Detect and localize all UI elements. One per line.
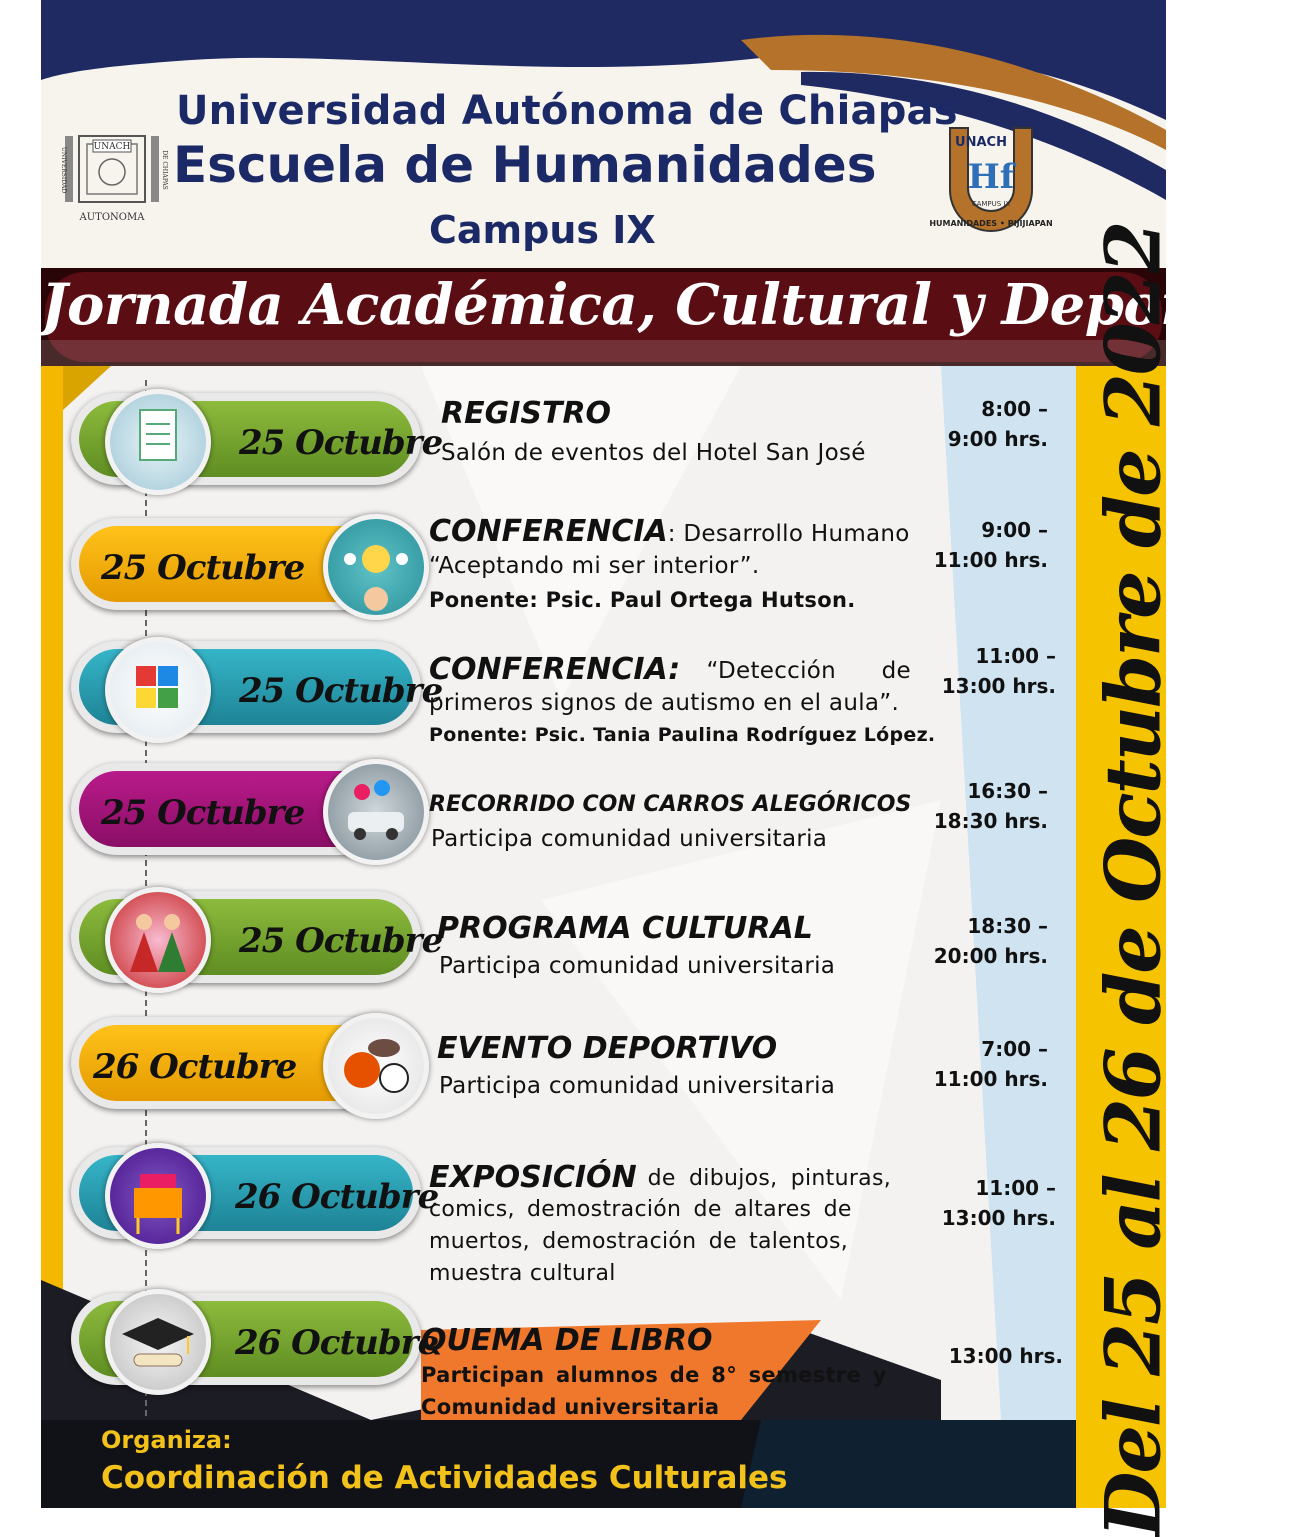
event-time bbox=[942, 641, 1056, 701]
school-title: Escuela de Humanidades bbox=[173, 136, 877, 194]
event-title-bold: CONFERENCIA: bbox=[429, 652, 681, 687]
date-label: 25 Octubre bbox=[101, 793, 305, 833]
altar-icon bbox=[105, 1143, 211, 1249]
parade-car-icon bbox=[323, 759, 429, 865]
crest-name: UNACH bbox=[93, 142, 131, 152]
event-line: muertos, demostración de talentos, bbox=[429, 1229, 849, 1254]
time-end: 9:00 hrs. bbox=[947, 427, 1048, 451]
event-time bbox=[948, 394, 1048, 454]
event-line: Comunidad universitaria bbox=[421, 1395, 720, 1419]
time-start: 9:00 – bbox=[981, 518, 1048, 542]
event-title-rest: de dibujos, pinturas, bbox=[647, 1166, 891, 1191]
event-time bbox=[934, 776, 1048, 836]
poster bbox=[41, 0, 1303, 1537]
event-date-range: Del 25 al 26 de Octubre de 2022 bbox=[1088, 222, 1178, 1537]
event-line: Salón de eventos del Hotel San José bbox=[441, 440, 866, 466]
date-pill bbox=[71, 1293, 439, 1385]
organizer-label: Organiza: bbox=[101, 1426, 232, 1454]
humanidades-campus-logo bbox=[929, 118, 1053, 230]
time-start: 8:00 – bbox=[981, 397, 1048, 421]
crest-bottom: AUTONOMA bbox=[79, 212, 145, 223]
time-end: 11:00 hrs. bbox=[933, 548, 1048, 572]
date-label: 25 Octubre bbox=[239, 423, 443, 463]
event-time bbox=[934, 515, 1048, 575]
event-title bbox=[429, 514, 910, 549]
event-title: REGISTRO bbox=[441, 396, 612, 431]
event-title-rest: “Detección de bbox=[706, 658, 911, 684]
event-time bbox=[934, 1034, 1048, 1094]
event-line: “Aceptando mi ser interior”. bbox=[429, 553, 760, 579]
event-title-rest: : Desarrollo Humano bbox=[667, 521, 910, 547]
logo-ring-text: HUMANIDADES • PIJIJIAPAN bbox=[929, 219, 1053, 228]
event-title-bold: CONFERENCIA bbox=[429, 514, 668, 549]
organizer-name: Coordinación de Actividades Culturales bbox=[101, 1460, 788, 1496]
event-title-bold: EXPOSICIÓN bbox=[429, 1160, 637, 1195]
time-end: 20:00 hrs. bbox=[933, 944, 1048, 968]
sports-balls-icon bbox=[323, 1013, 429, 1119]
event-speaker: Ponente: Psic. Paul Ortega Hutson. bbox=[429, 588, 856, 612]
event-title: PROGRAMA CULTURAL bbox=[437, 911, 813, 946]
logo-top-text: UNACH bbox=[955, 135, 1007, 150]
logo-sub-text: CAMPUS IX bbox=[971, 200, 1011, 208]
event-line: Participa comunidad universitaria bbox=[439, 1073, 836, 1099]
date-pill bbox=[71, 518, 421, 610]
human-development-icon bbox=[323, 514, 429, 620]
graduation-cap-icon bbox=[105, 1289, 211, 1395]
unach-crest-logo bbox=[57, 130, 167, 226]
event-line: primeros signos de autismo en el aula”. bbox=[429, 690, 900, 716]
crest-side-left: UNIVERSIDAD bbox=[60, 146, 67, 194]
date-pill bbox=[71, 891, 443, 983]
time-end: 13:00 hrs. bbox=[941, 1206, 1056, 1230]
time-single: 13:00 hrs. bbox=[948, 1344, 1063, 1368]
time-start: 7:00 – bbox=[981, 1037, 1048, 1061]
event-time bbox=[942, 1173, 1056, 1233]
date-pill bbox=[71, 393, 443, 485]
event-title bbox=[429, 652, 911, 687]
date-label: 25 Octubre bbox=[239, 921, 443, 961]
date-label: 25 Octubre bbox=[239, 671, 443, 711]
date-pill bbox=[71, 641, 443, 733]
time-start: 16:30 – bbox=[967, 779, 1048, 803]
event-title: RECORRIDO CON CARROS ALEGÓRICOS bbox=[429, 792, 912, 817]
dancers-icon bbox=[105, 887, 211, 993]
crest-side-right: DE CHIAPAS bbox=[161, 150, 168, 190]
time-end: 13:00 hrs. bbox=[941, 674, 1056, 698]
date-label: 26 Octubre bbox=[235, 1177, 439, 1217]
campus-title: Campus IX bbox=[429, 208, 656, 252]
event-line: Participan alumnos de 8° semestre y bbox=[421, 1363, 887, 1387]
date-pill bbox=[71, 1017, 421, 1109]
university-title: Universidad Autónoma de Chiapas bbox=[176, 88, 958, 134]
date-label: 26 Octubre bbox=[235, 1323, 439, 1363]
event-time bbox=[934, 911, 1048, 971]
event-title: QUEMA DE LIBRO bbox=[421, 1323, 713, 1358]
svg-text:Hf: Hf bbox=[967, 157, 1015, 197]
time-start: 11:00 – bbox=[975, 644, 1056, 668]
date-pill bbox=[71, 763, 421, 855]
event-line: Participa comunidad universitaria bbox=[431, 826, 828, 852]
puzzle-icon bbox=[105, 637, 211, 743]
date-label: 26 Octubre bbox=[93, 1047, 297, 1087]
event-speaker: Ponente: Psic. Tania Paulina Rodríguez López. bbox=[429, 724, 936, 746]
event-title: EVENTO DEPORTIVO bbox=[437, 1031, 778, 1066]
date-pill bbox=[71, 1147, 439, 1239]
event-line: Participa comunidad universitaria bbox=[439, 953, 836, 979]
event-title bbox=[429, 1160, 891, 1195]
event-line: comics, demostración de altares de bbox=[429, 1197, 852, 1222]
time-start: 11:00 – bbox=[975, 1176, 1056, 1200]
date-label: 25 Octubre bbox=[101, 548, 305, 588]
event-line: muestra cultural bbox=[429, 1261, 616, 1286]
banner-title: Jornada Académica, Cultural y Deportiva bbox=[41, 272, 1303, 338]
event-time bbox=[949, 1341, 1063, 1371]
clipboard-icon bbox=[105, 389, 211, 495]
time-start: 18:30 – bbox=[967, 914, 1048, 938]
time-end: 11:00 hrs. bbox=[933, 1067, 1048, 1091]
time-end: 18:30 hrs. bbox=[933, 809, 1048, 833]
